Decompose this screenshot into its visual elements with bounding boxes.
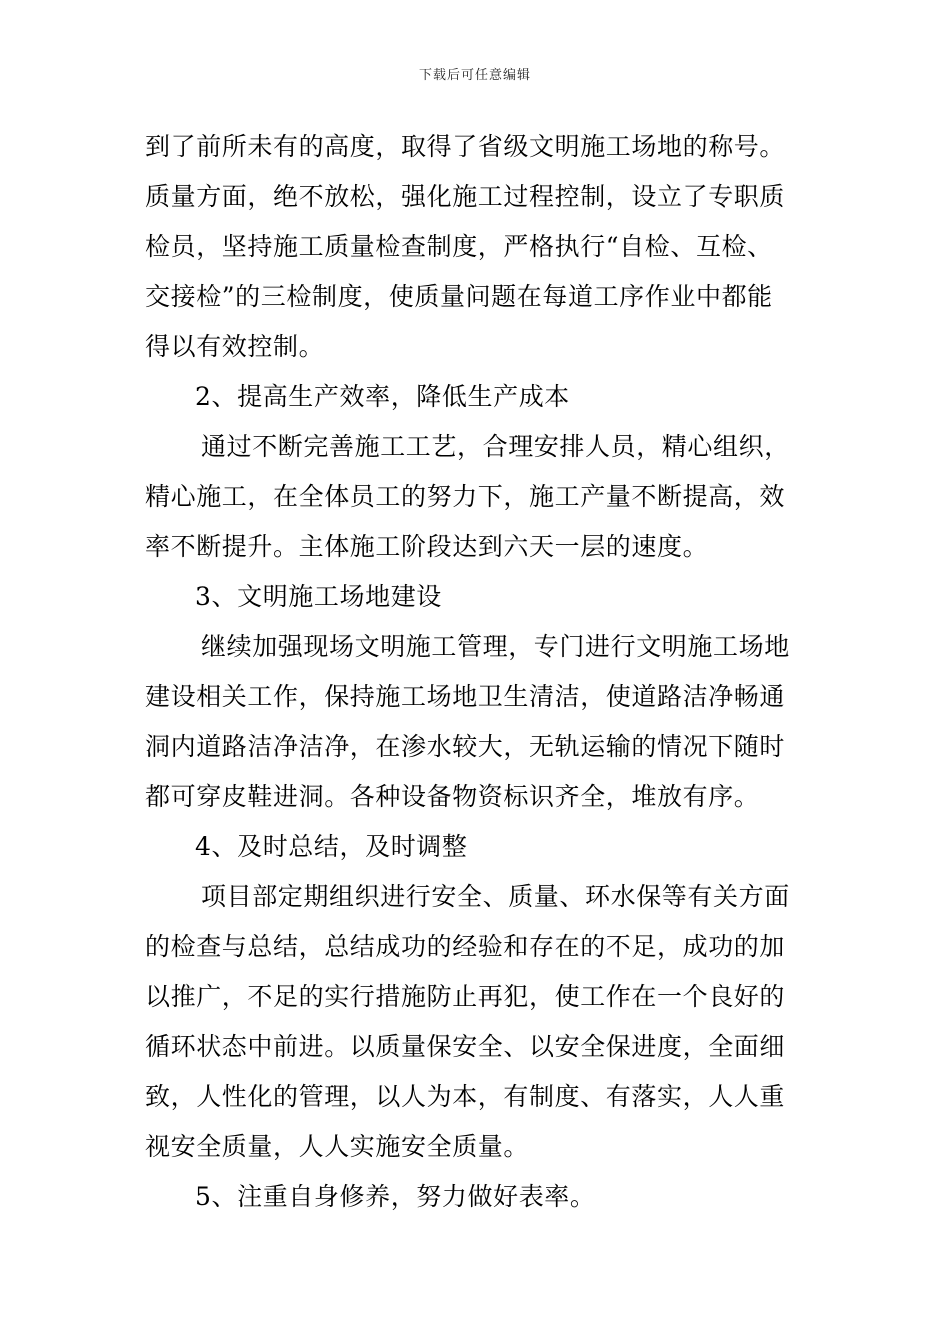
document-body xyxy=(145,122,810,1222)
text-line: 精心施工，在全体员工的努力下，施工产量不断提高，效 xyxy=(145,482,786,511)
text-line: 得以有效控制。 xyxy=(145,332,325,361)
text-line: 洞内道路洁净洁净，在渗水较大，无轨运输的情况下随时 xyxy=(145,732,786,761)
text-line: 项目部定期组织进行安全、质量、环水保等有关方面 xyxy=(201,882,790,911)
text-line: 致，人性化的管理，以人为本，有制度、有落实，人人重 xyxy=(145,1082,786,1111)
section-heading: 5、注重自身修养，努力做好表率。 xyxy=(195,1182,596,1211)
text-line: 都可穿皮鞋进洞。各种设备物资标识齐全，堆放有序。 xyxy=(145,782,760,811)
text-line: 以推广，不足的实行措施防止再犯，使工作在一个良好的 xyxy=(145,982,786,1011)
section-heading: 3、文明施工场地建设 xyxy=(195,582,442,611)
text-line: 通过不断完善施工工艺，合理安排人员，精心组织， xyxy=(201,432,790,461)
text-line: 的检查与总结，总结成功的经验和存在的不足，成功的加 xyxy=(145,932,786,961)
text-line: 建设相关工作，保持施工场地卫生清洁，使道路洁净畅通 xyxy=(145,682,786,711)
text-line: 循环状态中前进。以质量保安全、以安全保进度，全面细 xyxy=(145,1032,786,1061)
text-line: 质量方面，绝不放松，强化施工过程控制，设立了专职质 xyxy=(145,182,786,211)
text-line: 检员，坚持施工质量检查制度，严格执行“自检、互检、 xyxy=(145,232,773,261)
page-header: 下载后可任意编辑 xyxy=(418,68,531,83)
text-line: 交接检”的三检制度，使质量问题在每道工序作业中都能 xyxy=(145,282,773,311)
text-line: 率不断提升。主体施工阶段达到六天一层的速度。 xyxy=(145,532,709,561)
section-heading: 4、及时总结，及时调整 xyxy=(195,832,468,861)
text-line: 继续加强现场文明施工管理，专门进行文明施工场地 xyxy=(201,632,790,661)
section-heading: 2、提高生产效率，降低生产成本 xyxy=(195,382,570,411)
text-line: 视安全质量，人人实施安全质量。 xyxy=(145,1132,530,1161)
text-line: 到了前所未有的高度，取得了省级文明施工场地的称号。 xyxy=(145,132,786,161)
